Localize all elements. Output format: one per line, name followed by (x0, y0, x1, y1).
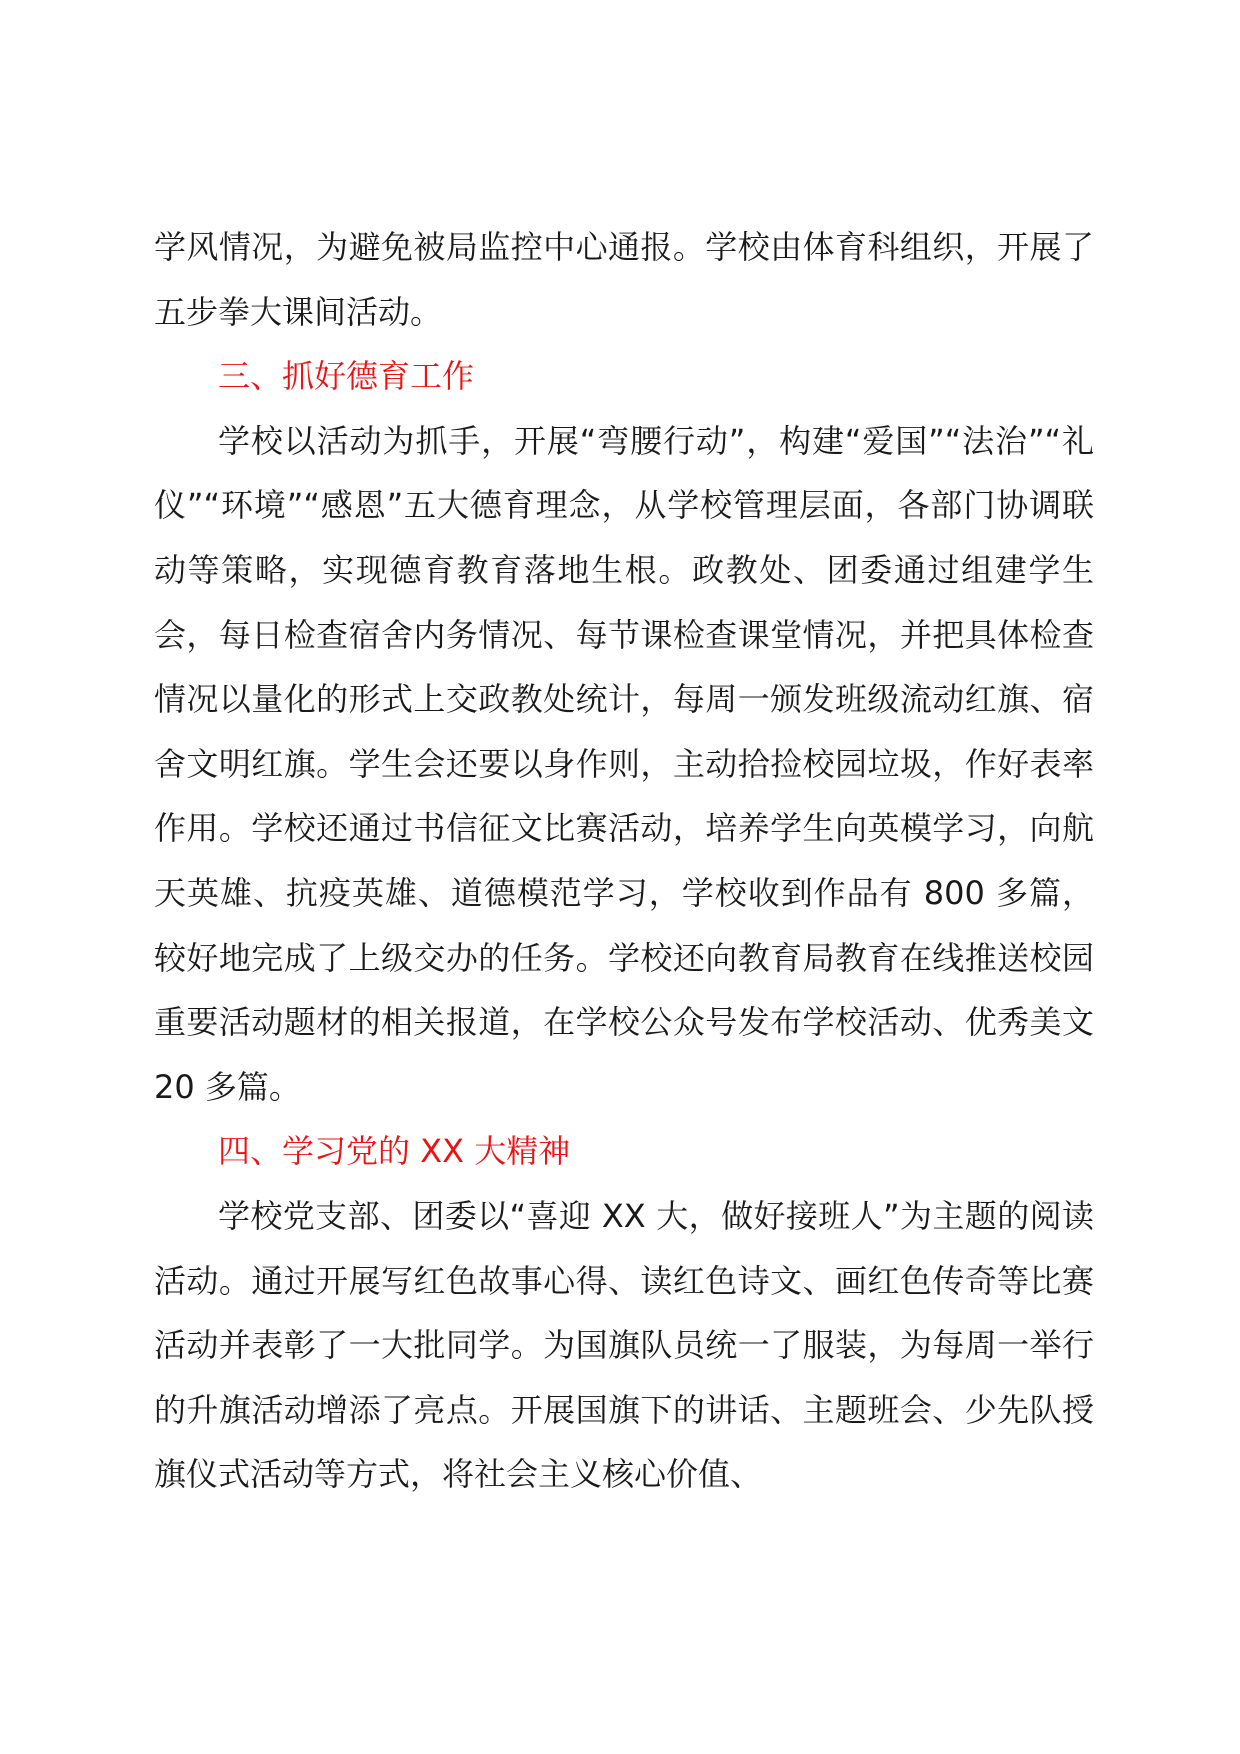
paragraph-party-study: 学校党支部、团委以“喜迎 XX 大，做好接班人”为主题的阅读活动。通过开展写红色故事心得、读红色诗文、画红色传奇等比赛活动并表彰了一大批同学。为国旗队员统一了服装，为每周一举行的升旗活动增添了亮点。开展国旗下的讲话、主题班会、少先队授旗仪式活动等方式，将社会主义核心价值、 (154, 1196, 1094, 1494)
paragraph-moral-education: 学校以活动为抓手，开展“弯腰行动”，构建“爱国”“法治”“礼仪”“环境”“感恩”五大德育理念，从学校管理层面，各部门协调联动等策略，实现德育教育落地生根。政教处、团委通过组建学生会，每日检查宿舍内务情况、每节课检查课堂情况，并把具体检查情况以量化的形式上交政教处统计，每周一颁发班级流动红旗、宿舍文明红旗。学生会还要以身作则，主动拾捡校园垃圾，作好表率作用。学校还通过书信征文比赛活动，培养学生向英模学习，向航天英雄、抗疫英雄、道德模范学习，学校收到作品有 800 多篇，较好地完成了上级交办的任务。学校还向教育局教育在线推送校园重要活动题材的相关报道，在学校公众号发布学校活动、优秀美文 20 多篇。 (154, 421, 1094, 1106)
section-heading-4: 四、学习党的 XX 大精神 (218, 1132, 571, 1171)
section-heading-3: 三、抓好德育工作 (218, 357, 475, 396)
paragraph-continuation: 学风情况，为避免被局监控中心通报。学校由体育科组织，开展了五步拳大课间活动。 (154, 228, 1094, 331)
document-body (154, 215, 1094, 1507)
